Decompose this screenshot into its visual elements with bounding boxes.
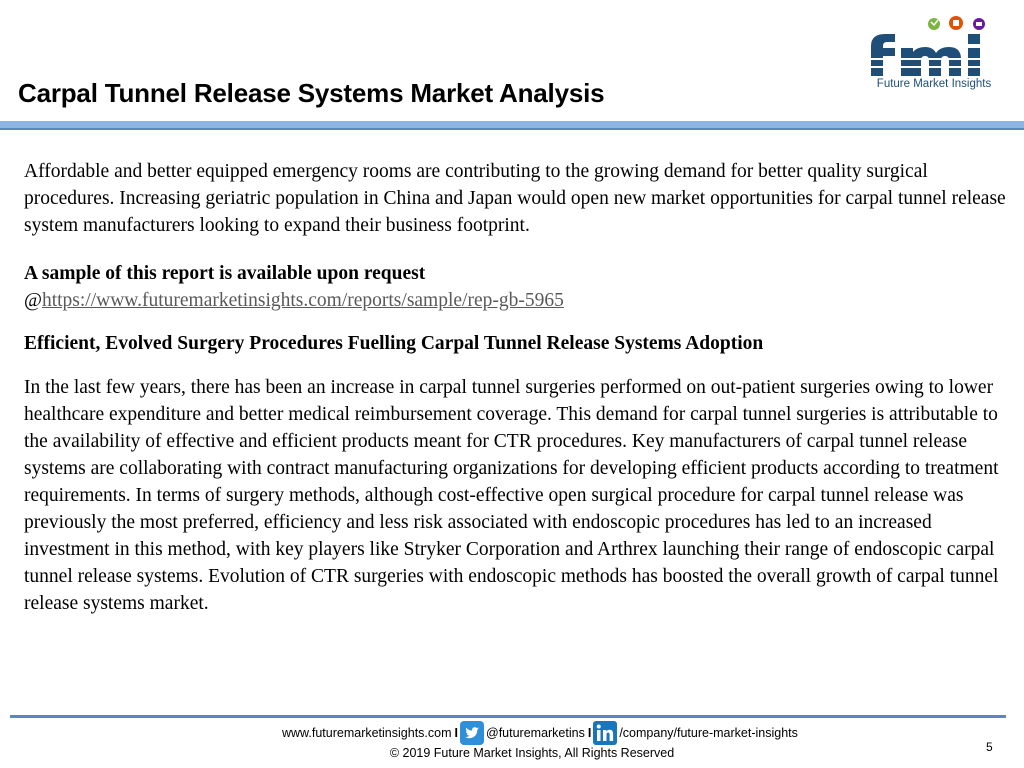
sample-report-link[interactable]: https://www.futuremarketinsights.com/reports/sample/rep-gb-5965 xyxy=(41,290,564,311)
slide-content xyxy=(24,158,1009,617)
at-prefix: @ xyxy=(24,290,42,311)
website-link[interactable]: www.futuremarketinsights.com xyxy=(282,726,452,740)
logo-text: Future Market Insights xyxy=(876,78,992,90)
footer-links xyxy=(282,720,798,746)
section-subheading: Efficient, Evolved Surgery Procedures Fuelling Carpal Tunnel Release Systems Adoption xyxy=(24,333,764,354)
page-number: 5 xyxy=(986,740,993,754)
fmi-logo-mark xyxy=(855,14,1015,80)
header-divider xyxy=(0,121,1024,128)
body-paragraph: In the last few years, there has been an increase in carpal tunnel surgeries performed on out-patient surgeries owing to lower healthcare expenditure and better medical reimbursement coverage. This demand for carpal tunnel surgeries is attributable to the availability of effective and efficient products meant for CTR procedures. Key manufacturers of carpal tunnel release systems are collaborating with contract manufacturing organizations for developing efficient products according to treatment requirements. In terms of surgery methods, although cost-effective open surgical procedure for carpal tunnel release was previously the most preferred, efficiency and less risk associated with endoscopic procedures has led to an increased investment in this method, with key players like Stryker Corporation and Arthrex launching their range of endoscopic carpal tunnel release systems. Evolution of CTR surgeries with endoscopic methods has boosted the overall growth of carpal tunnel release systems market. xyxy=(24,377,999,614)
twitter-handle[interactable]: @futuremarketins xyxy=(486,726,585,740)
linkedin-icon[interactable] xyxy=(593,721,617,745)
intro-paragraph: Affordable and better equipped emergency rooms are contributing to the growing demand for better quality surgical procedures. Increasing geriatric population in China and Japan would open new market opportunities for carpal tunnel release system manufacturers looking to expand their business footprint. xyxy=(24,161,1006,236)
fmi-logo xyxy=(855,14,1015,100)
linkedin-path[interactable]: /company/future-market-insights xyxy=(619,726,798,740)
footer-divider xyxy=(10,715,1006,718)
separator: I xyxy=(587,726,592,740)
header-divider-line xyxy=(0,128,1024,130)
separator: I xyxy=(454,726,458,740)
sample-link-row xyxy=(24,287,1009,314)
copyright: © 2019 Future Market Insights, All Rights Reserved xyxy=(389,746,675,760)
sample-heading: A sample of this report is available upon request xyxy=(24,263,426,284)
page-title: Carpal Tunnel Release Systems Market Analysis xyxy=(18,78,605,108)
twitter-icon[interactable] xyxy=(460,721,484,745)
